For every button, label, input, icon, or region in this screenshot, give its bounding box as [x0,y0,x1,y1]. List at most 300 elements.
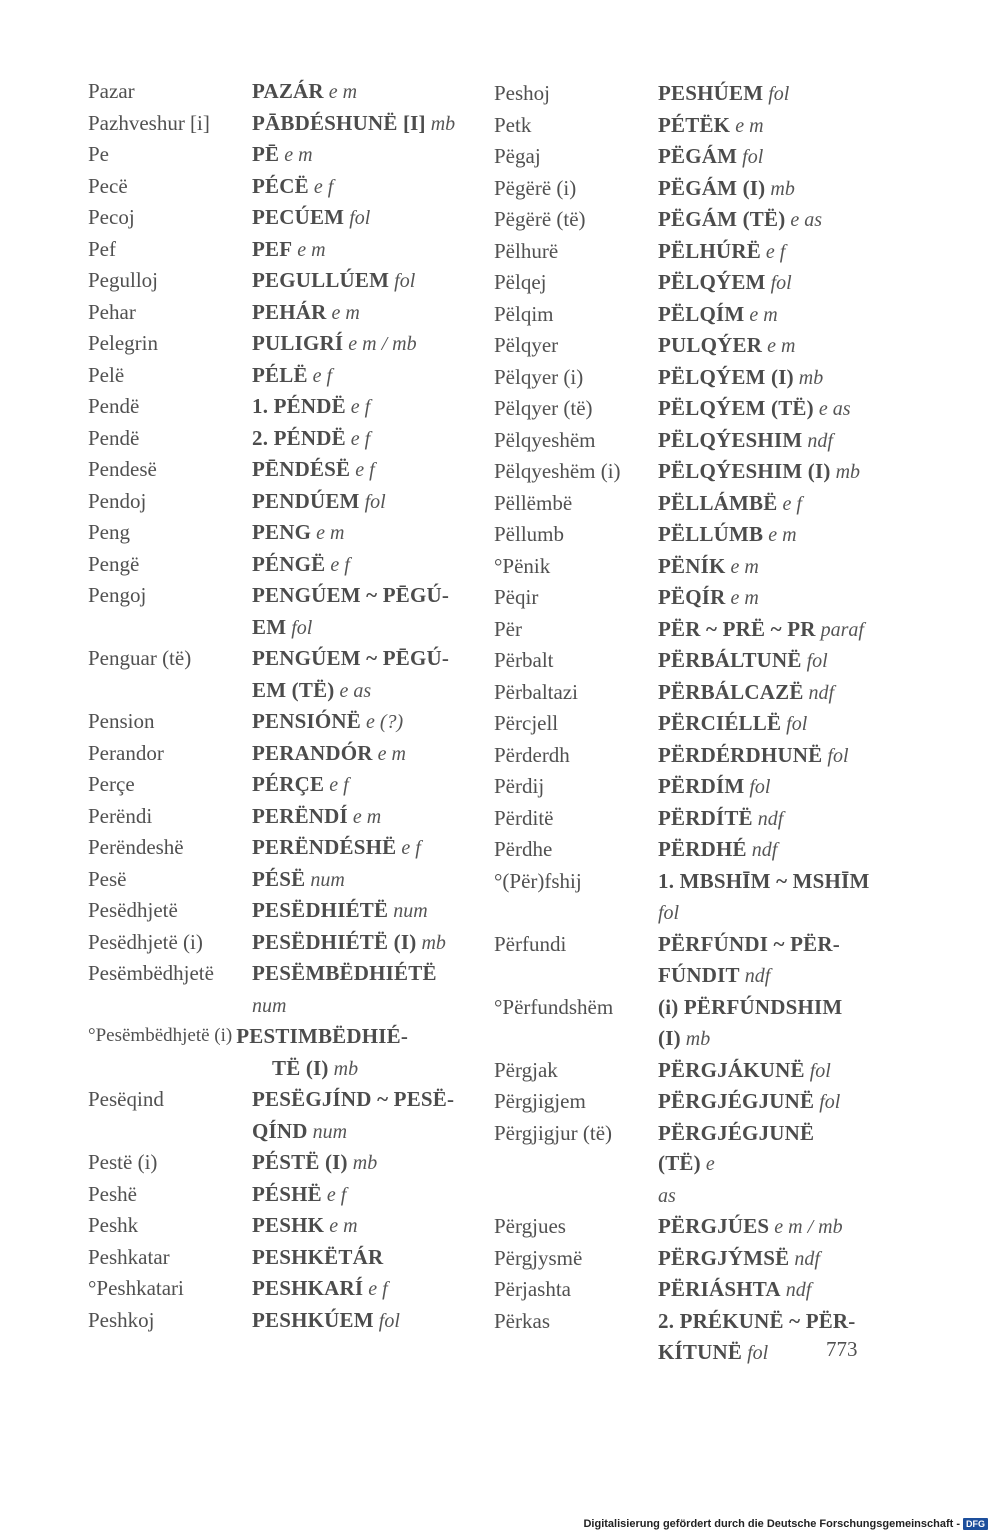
entry-term: Përdhe [494,837,553,861]
entry-definition [658,1211,874,1243]
dictionary-entry [88,1305,468,1337]
entry-term: Pesëdhjetë (i) [88,929,203,954]
entry-headword: PËLQÝESHIM [658,427,803,452]
dictionary-entry [88,423,468,455]
entry-term: Peshë [88,1181,137,1206]
entry-grammar: e m [768,524,797,546]
entry-grammar: e f [313,175,334,198]
dictionary-entry [494,425,874,457]
dictionary-entry [88,328,468,360]
entry-grammar: paraf [820,618,864,641]
entry-term: Pëlqyer (të) [494,396,593,420]
entry-term: °Peshkatari [88,1276,184,1300]
entry-term: Pëlqyeshëm (i) [494,459,621,483]
dictionary-entry [494,488,874,520]
entry-term: Peshk [88,1213,139,1237]
entry-definition [252,580,468,612]
entry-grammar: mb [421,931,446,954]
dfg-logo: DFG [963,1518,988,1530]
entry-grammar: e m [749,303,778,326]
entry-term: Pëgërë (i) [494,175,577,200]
entry-headword: PĀBDÉSHUNË [I] [252,110,426,135]
entry-definition [252,1147,468,1179]
entry-definition [658,677,874,709]
entry-definition [658,488,874,520]
entry-grammar: e [705,1153,715,1175]
entry-term: Pesëmbëdhjetë [88,961,214,985]
entry-headword: PÉRÇE [252,772,325,796]
entry-grammar: fol [749,776,771,798]
dictionary-entry [88,297,468,329]
dictionary-entry [88,643,468,675]
entry-headword: PĒ [252,142,280,166]
entry-term: Perëndeshë [88,835,184,859]
entry-grammar: e m [297,238,326,261]
dictionary-entry [494,582,874,614]
entry-headword: QÍND [252,1118,308,1143]
entry-grammar: e as [818,398,851,420]
entry-headword: PËRGJÉGJUNË (TË) [658,1120,815,1175]
dictionary-entry [88,517,468,549]
entry-grammar: e f [350,427,371,450]
entry-definition [252,454,468,486]
dictionary-entry [88,1179,468,1211]
entry-headword: KÍTUNË [658,1340,743,1364]
entry-headword: PËLQÝEM (I) [658,364,794,389]
entry-definition [658,78,874,110]
entry-headword: 2. PÉNDË [252,425,346,450]
entry-headword: PÉTËK [658,112,731,137]
dictionary-entry [494,1274,874,1306]
entry-headword: PESHKËTÁR [252,1244,384,1269]
entry-definition [658,1243,874,1275]
entry-headword: PËGÁM (I) [658,175,766,200]
entry-term: °(Për)fshij [494,868,582,893]
entry-definition [658,866,874,898]
entry-definition [252,328,468,360]
dictionary-entry [88,76,468,108]
dictionary-entry [88,769,468,801]
entry-term: Përfundi [494,931,567,956]
entry-term: Përjashta [494,1277,571,1301]
dictionary-entry [494,1243,874,1275]
dictionary-entry [88,171,468,203]
dictionary-entry-continuation [494,1023,874,1055]
entry-headword: PËLLÚMB [658,522,764,546]
dictionary-entry [494,362,874,394]
entry-grammar: e as [339,679,372,702]
entry-term: Pengoj [88,583,147,607]
dictionary-entry [494,771,874,803]
entry-definition [252,486,468,518]
entry-grammar: fol [806,650,828,672]
entry-definition [272,1053,468,1085]
entry-grammar: e f [765,240,786,263]
entry-headword: PËRGJÚES [658,1214,770,1238]
entry-definition [658,551,874,583]
dictionary-entry [494,803,874,835]
entry-headword: PÉLË [252,362,308,387]
entry-headword: PECÚEM [252,205,345,229]
entry-definition [252,297,468,329]
entry-grammar: ndf [785,1279,812,1301]
entry-definition [252,1084,468,1116]
entry-term: Përcjell [494,711,559,735]
entry-definition [658,708,874,740]
entry-term: Peng [88,520,130,544]
entry-grammar: fol [768,83,790,105]
entry-grammar: e f [329,774,349,796]
dictionary-entry [494,1306,874,1338]
dictionary-entry [88,1210,468,1242]
entry-headword: PERANDÓR [252,740,373,765]
entry-headword: PËRBÁLCAZË [658,679,804,704]
entry-headword: PERËNDÍ [252,803,348,828]
entry-headword: PËLQÝESHIM (I) [658,459,831,483]
dictionary-entry [88,1273,468,1305]
dictionary-entry [88,108,468,140]
entry-term: Peshkatar [88,1244,170,1269]
dictionary-entry-continuation [88,675,468,707]
entry-definition [252,864,468,896]
entry-term: Pesë [88,866,127,891]
dictionary-entry-continuation [494,1337,874,1369]
entry-grammar: num [252,994,287,1017]
entry-headword: FÚNDIT [658,963,740,987]
entry-definition [658,393,874,425]
dictionary-entry [88,958,468,990]
entry-term: Penguar (të) [88,646,192,670]
entry-grammar: e f [312,364,333,387]
entry-definition [658,992,874,1024]
entry-grammar: e (?) [365,711,404,733]
entry-grammar: as [658,1184,676,1207]
entry-grammar: mb [835,461,861,483]
dictionary-entry [88,202,468,234]
entry-term: Petk [494,112,532,137]
entry-definition [658,582,874,614]
entry-definition [252,927,468,959]
entry-term: Pëlqyer (i) [494,364,584,389]
entry-definition [658,330,874,362]
entry-definition [252,108,468,140]
entry-grammar: fol [742,146,764,168]
entry-definition [252,549,468,581]
entry-headword: PÉSHË [252,1181,322,1206]
entry-term: Përgjigjem [494,1089,586,1113]
entry-headword: PESËDHIÉTË (I) [252,929,417,954]
dictionary-entry-continuation [88,990,468,1022]
dictionary-entry [494,330,874,362]
dictionary-entry [88,549,468,581]
dictionary-entry [88,706,468,738]
entry-grammar: fol [827,744,849,767]
entry-term: Për [494,616,522,641]
entry-term: Pehar [88,299,136,324]
entry-headword: TË (I) [272,1055,329,1080]
dictionary-entry [494,456,874,488]
entry-term: Pazhveshur [i] [88,110,210,135]
entry-grammar: mb [333,1057,359,1080]
entry-term: Përgjues [494,1214,566,1238]
entry-headword: PËGÁM [658,144,738,168]
dictionary-entry [494,173,874,205]
entry-term: °Pesëmbëdhjetë (i) [88,1025,233,1046]
entry-definition [252,675,468,707]
dictionary-entry [88,738,468,770]
entry-headword: PËR ~ PRË ~ PR [658,616,816,641]
entry-headword: PËLHÚRË [658,238,761,263]
entry-headword: PËLLÁMBË [658,490,778,515]
dictionary-entry [88,895,468,927]
entry-headword: PËRFÚNDI ~ PËR- [658,931,840,956]
entry-term: Përbaltazi [494,679,578,704]
dictionary-entry [494,299,874,331]
entry-grammar: e m [377,742,406,765]
entry-grammar: ndf [807,429,833,452]
entry-term: Pëlhurë [494,238,559,263]
entry-definition [252,801,468,833]
entry-term: Perandor [88,740,164,765]
entry-term: Pesëqind [88,1087,164,1111]
entry-headword: PEF [252,236,293,261]
dictionary-entry [88,391,468,423]
dictionary-entry [88,1021,468,1053]
entry-definition [658,645,874,677]
entry-definition [658,1118,874,1180]
entry-term: Pëlqyer [494,333,559,357]
entry-definition [658,173,874,205]
entry-term: Pëgaj [494,144,541,168]
dictionary-entry [88,864,468,896]
dictionary-entry [494,866,874,898]
entry-headword: 1. PÉNDË [252,394,346,418]
dictionary-entry [494,740,874,772]
entry-term: Pëlqim [494,301,554,326]
entry-definition [252,990,468,1022]
entry-grammar: ndf [808,681,835,704]
entry-definition [658,960,874,992]
entry-definition [252,202,468,234]
entry-headword: PENGÚEM ~ PĒGÚ- [252,646,450,670]
entry-term: Pëqir [494,585,539,609]
dictionary-entry-continuation [494,960,874,992]
entry-grammar: mb [430,112,456,135]
entry-definition [658,236,874,268]
entry-definition [252,612,468,644]
dictionary-entry [494,141,874,173]
entry-headword: PULQÝER [658,333,763,357]
entry-headword: PËRDÉRDHUNË [658,742,823,767]
entry-grammar: fol [819,1091,841,1113]
entry-definition [658,1086,874,1118]
entry-definition [658,614,874,646]
entry-definition [252,423,468,455]
entry-grammar: e m [352,805,382,828]
entry-term: Pëlqyeshëm [494,427,596,452]
entry-term: Pe [88,142,109,166]
entry-term: °Përfundshëm [494,994,614,1019]
left-column [88,76,468,1336]
dictionary-entry [494,393,874,425]
entry-headword: PËLQÝEM [658,270,766,294]
entry-definition [252,1273,468,1305]
dictionary-entry [494,1055,874,1087]
entry-term: °Pënik [494,553,551,578]
entry-headword: EM [252,614,287,639]
dictionary-entry [88,360,468,392]
entry-definition [658,740,874,772]
entry-headword: PENGÚEM ~ PĒGÚ- [252,583,450,607]
dictionary-entry [494,1211,874,1243]
entry-definition [658,267,874,299]
entry-term: Pesëdhjetë [88,898,178,922]
entry-headword: PULIGRÍ [252,331,344,355]
entry-headword: PĒNDÉSË [252,457,351,481]
entry-grammar: e f [330,553,350,576]
entry-term: Pazar [88,79,135,103]
entry-headword: PËRDÍTË [658,805,753,830]
entry-headword: PËRGJÝMSË [658,1245,790,1270]
entry-grammar: e f [401,837,421,859]
entry-headword: PAZÁR [252,79,324,103]
entry-grammar: e m / mb [348,333,417,355]
entry-grammar: e f [368,1278,388,1300]
entry-definition [658,834,874,866]
entry-headword: PËGÁM (TË) [658,207,786,231]
entry-definition [658,456,874,488]
entry-definition [252,1116,468,1148]
dictionary-entry [494,834,874,866]
entry-term: Pëllumb [494,522,565,546]
dictionary-entry [88,139,468,171]
entry-grammar: ndf [794,1247,820,1270]
entry-definition [658,110,874,142]
entry-term: Përgjak [494,1057,558,1082]
entry-headword: PËRGJÁKUNË [658,1057,805,1082]
entry-grammar: e as [790,209,823,231]
entry-headword: PESHK [252,1213,325,1237]
entry-headword: PËRGJÉGJUNË [658,1089,815,1113]
dictionary-entry-continuation [494,897,874,929]
entry-definition [252,1179,468,1211]
dictionary-entry [494,1086,874,1118]
entry-definition [252,391,468,423]
entry-term: Përgjigjur (të) [494,1120,613,1145]
entry-term: Përdij [494,774,545,798]
digitization-footer [583,1518,988,1530]
dictionary-entry [494,551,874,583]
entry-headword: PEHÁR [252,299,327,324]
entry-definition [252,643,468,675]
entry-term: Pendesë [88,457,157,481]
entry-definition [252,1210,468,1242]
entry-headword: PENSIÓNË [252,709,361,733]
entry-grammar: e m [328,81,358,103]
entry-grammar: fol [394,270,416,292]
entry-definition [658,1306,874,1338]
dictionary-entry [88,265,468,297]
dictionary-entry-continuation [88,612,468,644]
entry-definition [658,929,874,961]
entry-term: Perëndi [88,803,153,828]
entry-headword: EM (TË) [252,677,335,702]
entry-headword: PESTIMBËDHIÉ- [236,1024,409,1048]
dictionary-entry [494,929,874,961]
entry-definition [236,1021,468,1053]
entry-term: Pendoj [88,488,147,513]
entry-grammar: e m [284,144,313,166]
dictionary-entry [494,78,874,110]
entry-headword: PËRBÁLTUNË [658,648,802,672]
entry-headword: PESHKARÍ [252,1276,364,1300]
entry-grammar: e m [730,555,759,578]
dictionary-entry [494,614,874,646]
entry-term: Përgjysmë [494,1245,583,1270]
entry-grammar: fol [747,1342,769,1364]
entry-headword: PENDÚEM [252,488,360,513]
entry-definition [658,1180,874,1212]
entry-term: Përditë [494,805,554,830]
entry-grammar: fol [786,713,808,735]
dictionary-entry [494,519,874,551]
entry-headword: PENG [252,520,312,544]
entry-grammar: num [312,1120,348,1143]
entry-grammar: e m [767,335,796,357]
entry-definition [658,1023,874,1055]
dictionary-entry-continuation [88,1053,468,1085]
entry-definition [252,517,468,549]
entry-grammar: fol [809,1059,831,1082]
entry-definition [252,139,468,171]
dictionary-entry [494,110,874,142]
dictionary-entry [494,204,874,236]
entry-grammar: e f [326,1183,347,1206]
dictionary-entry-continuation [88,1116,468,1148]
entry-grammar: num [393,900,428,922]
entry-headword: PESHKÚEM [252,1307,374,1332]
entry-definition [252,76,468,108]
entry-term: Pëlqej [494,270,547,294]
entry-term: Përbalt [494,648,554,672]
dictionary-entry [88,454,468,486]
entry-term: Pef [88,236,116,261]
entry-definition [658,204,874,236]
entry-term: Përkas [494,1308,550,1333]
entry-headword: (I) [658,1026,681,1050]
dictionary-entry [494,708,874,740]
entry-term: Pëgërë (të) [494,207,586,231]
entry-grammar: e f [782,492,802,515]
entry-grammar: mb [798,366,824,389]
entry-grammar: ndf [744,965,771,987]
dictionary-entry [88,580,468,612]
entry-grammar: fol [658,902,680,924]
entry-term: Pendë [88,425,140,450]
entry-definition [252,171,468,203]
entry-definition [658,771,874,803]
dictionary-entry [494,645,874,677]
entry-definition [252,958,468,990]
entry-definition [252,706,468,738]
dictionary-entry [494,236,874,268]
dictionary-entry [88,1147,468,1179]
dictionary-entry [88,234,468,266]
entry-headword: PËLQÍM [658,301,745,326]
entry-term: Pecë [88,173,128,198]
entry-definition [252,1242,468,1274]
entry-grammar: e m / mb [774,1216,843,1238]
